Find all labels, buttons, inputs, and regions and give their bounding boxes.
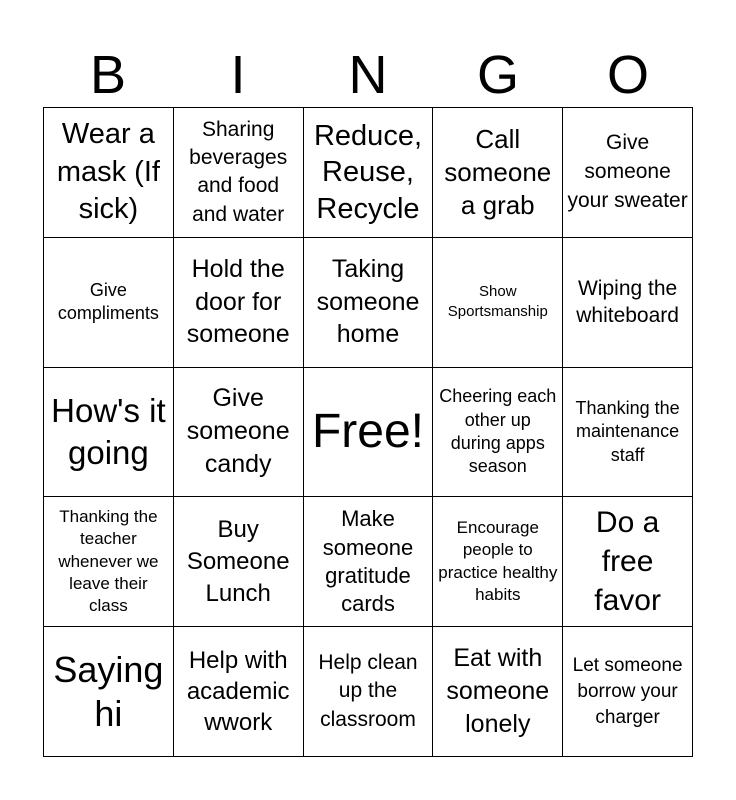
bingo-cell-text: Wear a mask (If sick) — [56, 117, 160, 226]
header-letter-i: I — [230, 45, 246, 105]
bingo-cell-text: Wiping the whiteboard — [576, 276, 679, 328]
bingo-cell[interactable] — [304, 497, 434, 627]
bingo-cell[interactable] — [44, 497, 174, 627]
bingo-cell-text: How's it going — [51, 391, 166, 471]
bingo-cell[interactable] — [44, 368, 174, 498]
bingo-cell-text: Buy Someone Lunch — [186, 516, 290, 607]
bingo-cell[interactable] — [304, 627, 434, 757]
bingo-cell-text: Show Sportsmanship — [447, 282, 548, 321]
bingo-cell[interactable] — [174, 627, 304, 757]
bingo-cell[interactable] — [433, 497, 563, 627]
bingo-cell-text: Eat with someone lonely — [446, 644, 550, 739]
bingo-cell[interactable] — [44, 238, 174, 368]
bingo-cell[interactable] — [174, 238, 304, 368]
bingo-cell[interactable] — [304, 238, 434, 368]
bingo-cell[interactable] — [563, 108, 693, 238]
bingo-cell-text: Reduce, Reuse, Recycle — [313, 120, 422, 225]
bingo-cell-text: Give someone candy — [186, 384, 290, 479]
header-letter-g: G — [476, 45, 519, 105]
bingo-card-grid — [43, 107, 693, 757]
bingo-cell-text: Call someone a grab — [444, 123, 552, 221]
bingo-cell[interactable] — [174, 108, 304, 238]
bingo-cell-text: Give someone your sweater — [567, 130, 688, 212]
bingo-cell-text: Free! — [311, 404, 424, 458]
bingo-cell-text: Thanking the maintenance staff — [575, 398, 680, 465]
bingo-cell[interactable] — [304, 108, 434, 238]
bingo-cell-text: Sharing beverages and food and water — [189, 117, 288, 226]
bingo-cell-text: Saying hi — [53, 648, 164, 734]
bingo-cell[interactable] — [433, 368, 563, 498]
bingo-cell[interactable] — [304, 368, 434, 498]
bingo-cell-text: Give compliments — [57, 279, 159, 324]
header-letter-o: O — [606, 45, 649, 105]
bingo-cell-text: Make someone gratitude cards — [322, 506, 414, 616]
bingo-cell[interactable] — [44, 108, 174, 238]
bingo-cell[interactable] — [563, 497, 693, 627]
bingo-cell-text: Help with academic wwork — [186, 646, 290, 737]
bingo-cell[interactable] — [563, 368, 693, 498]
bingo-cell[interactable] — [433, 238, 563, 368]
bingo-cell-text: Thanking the teacher whenever we leave their class — [58, 506, 159, 616]
bingo-cell-text: Cheering each other up during apps season — [439, 386, 557, 477]
bingo-cell-text: Taking someone home — [316, 255, 420, 349]
bingo-cell-text: Hold the door for someone — [186, 255, 290, 349]
bingo-cell[interactable] — [563, 238, 693, 368]
bingo-cell[interactable] — [174, 368, 304, 498]
bingo-cell[interactable] — [433, 108, 563, 238]
bingo-cell-text: Help clean up the classroom — [318, 650, 418, 731]
header-letter-n: N — [348, 45, 388, 105]
bingo-cell-text: Do a free favor — [594, 506, 661, 618]
bingo-cell-text: Let someone borrow your charger — [572, 654, 683, 728]
bingo-cell[interactable] — [44, 627, 174, 757]
bingo-cell[interactable] — [563, 627, 693, 757]
bingo-cell-text: Encourage people to practice healthy habits — [438, 517, 558, 605]
bingo-header — [43, 44, 693, 106]
header-letter-b: B — [89, 45, 127, 105]
bingo-cell[interactable] — [174, 497, 304, 627]
bingo-cell[interactable] — [433, 627, 563, 757]
